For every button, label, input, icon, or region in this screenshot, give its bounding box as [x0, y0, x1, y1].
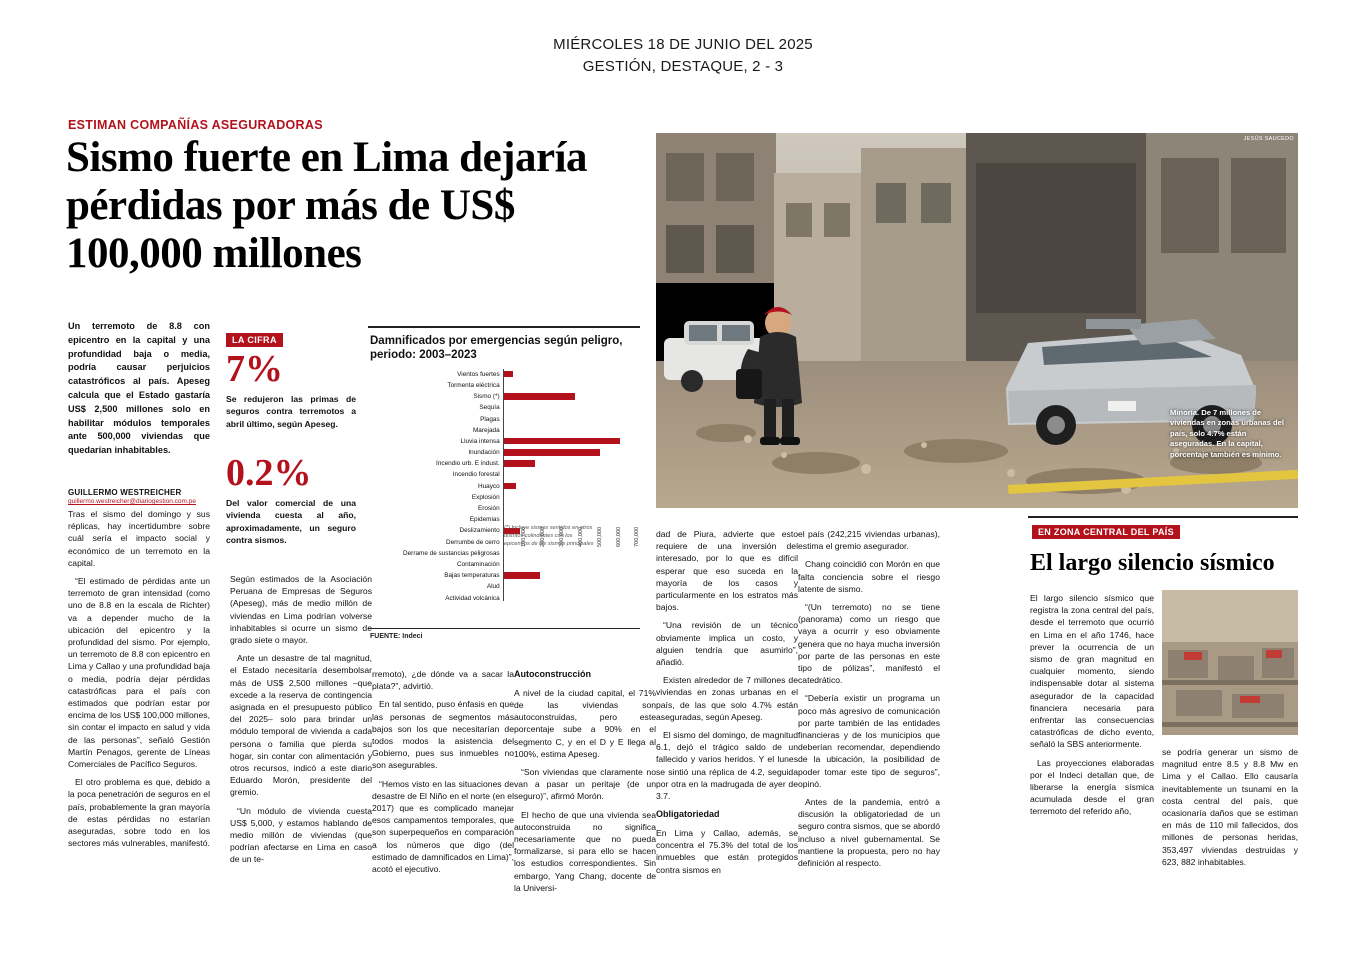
chart-bar-row	[368, 402, 640, 413]
chart-bar-row	[368, 593, 640, 604]
chart-category-label: Plagas	[480, 415, 500, 423]
chart-category-label: Marejada	[472, 426, 500, 434]
chart-category-label: Tormenta eléctrica	[447, 381, 500, 389]
chart-x-tick-label: 400,000	[577, 526, 584, 547]
body-column-6	[798, 528, 940, 875]
chart-plot-area	[368, 369, 640, 601]
body-column-2	[230, 573, 372, 872]
paragraph: “Son viviendas que claramente no van a pasar un peritaje (de un seguro)”, afirmó Morón.	[514, 766, 656, 802]
secondary-divider	[1028, 516, 1298, 518]
main-photo	[656, 133, 1298, 508]
author-name: GUILLERMO WESTREICHER	[68, 488, 182, 497]
paragraph: En tal sentido, puso énfasis en que las personas de segmentos más bajos son los que necesitarían de todos modos la asistencia del Gobierno, pues sus inmuebles no son asegurables.	[372, 699, 514, 771]
chart-bar-row	[368, 469, 640, 480]
chart-bar-row	[368, 380, 640, 391]
secondary-title: El largo silencio sísmico	[1030, 550, 1275, 576]
chart-category-label: Vientos fuertes	[457, 370, 500, 378]
secondary-photo	[1162, 590, 1298, 735]
chart-category-label: Derrame de sustancias peligrosas	[403, 549, 500, 557]
paragraph: A nivel de la ciudad capital, el 71% de las viviendas son autoconstruidas, pero este porcentaje sube a 90% en el segmento C, y en el D y E llega al 100%, estima Apeseg.	[514, 687, 656, 759]
paragraph: El largo silencio sísmico que registra la zona central del país, desde el terremoto que ocurrió en Lima en el año 1746, hace prever la ocurrencia de un sismo de gran magnitud en cualquier momento, siendo indispensable dotar al sistema asegurador de la capacidad financiera necesaria para enfrentar las consecuencias catastróficas de dicho evento, señaló la SBS anteriormente.	[1030, 593, 1154, 750]
chart-bar-row	[368, 447, 640, 458]
body-column-4	[514, 668, 656, 900]
chart-bar-row	[368, 436, 640, 447]
chart-bar-row	[368, 492, 640, 503]
paragraph: el país (242,215 viviendas urbanas), estima el gremio asegurador.	[798, 529, 940, 552]
article-lead: Un terremoto de 8.8 con epicentro en la capital y una profundidad baja o media, podría causar perjuicios catastróficos al país. Apeseg calcula que el Estado gastaría US$ 2,500 millones solo en habilitar módulos temporales ante 500,000 viviendas que quedarían inhabitables.	[68, 321, 210, 456]
chart-bar-row	[368, 369, 640, 380]
paragraph: “El estimado de pérdidas ante un terremoto de gran intensidad (como uno de 8.8 en la escala de Richter) va a depender mucho de la ubicación del epicentro y la profundidad del sismo. Por ejemplo, un terremoto de 8.8 con epicentro en Lima y Callao y una profundidad baja o media, podría dejar pérdidas catastróficas para el país con estimados que podrían estar por encima de los US$ 100,000 millones, sin contar el impacto en salud y vida de las personas”, señaló Gestión Martín Penagos, gerente de Líneas Comerciales de Pacífico Seguros.	[68, 576, 210, 770]
paragraph: Ante un desastre de tal magnitud, el Estado necesitaría desembolsar más de US$ 2,500 millones –que excede a la reserva de contingencia asignada en el presupuesto público del 2025– solo para brindar un módulo temporal de vivienda a cada persona o familia que pierda su hogar, sin contar con alimentación y otros recursos, indicó a este diario Eduardo Morón, presidente del gremio.	[230, 653, 372, 798]
chart-bar	[503, 483, 516, 489]
chart-bar-row	[368, 391, 640, 402]
paragraph: “(Un terremoto) no se tiene (panorama) como un riesgo que vaya a ocurrir y eso obviamente genera que no haya mucha inversión por parte de las personas en este tipo de pólizas”, manifestó el catedrático.	[798, 602, 940, 686]
paragraph: Chang coincidió con Morón en que falta conciencia sobre el riesgo latente de sismo.	[798, 559, 940, 594]
paragraph: “Una revisión de un técnico obviamente implica un costo, y alguien tendría que asumirlo”, añadió.	[656, 620, 798, 668]
chart-bar-row	[368, 414, 640, 425]
paragraph: El hecho de que una vivienda sea autoconstruida no significa necesariamente que no pueda formalizarse, si para ello se hacen los estudios correspondientes. Sin embargo, Yang Chang, docente de la Universi-	[514, 809, 656, 893]
byline	[68, 488, 213, 505]
chart-bar-row	[368, 458, 640, 469]
chart-x-tick-label: 100,000	[521, 526, 528, 547]
paragraph: Antes de la pandemia, entró a discusión la obligatoriedad de un seguro contra sismos, que se abordó incluso a nivel gubernamental. Se mantiene la propuesta, pero no hay definición al respecto.	[798, 797, 940, 869]
body-column-5	[656, 528, 798, 882]
chart-category-label: Sequía	[479, 404, 500, 412]
secondary-photo-illustration	[1162, 590, 1298, 735]
chart-x-tick-label: 200,000	[540, 526, 547, 547]
chart-title: Damnificados por emergencias según peligro, periodo: 2003–2023	[370, 335, 623, 362]
chart-category-label: Lluvia intensa	[460, 437, 500, 445]
chart-bar	[503, 460, 536, 466]
photo-credit: JESÚS SAUCEDO	[1243, 136, 1294, 142]
chart-category-label: Erosión	[477, 505, 500, 512]
article-kicker: ESTIMAN COMPAÑÍAS ASEGURADORAS	[68, 118, 323, 132]
chart-category-label: Epidemias	[469, 516, 500, 524]
chart-bar	[503, 393, 576, 399]
secondary-kicker: EN ZONA CENTRAL DEL PAÍS	[1032, 525, 1180, 539]
chart-category-label: Actividad volcánica	[445, 594, 500, 602]
chart-damnificados	[368, 326, 641, 640]
chart-category-label: Inundación	[468, 449, 500, 457]
chart-footnote: (*) Incluye sismos sentidos en otros distritos colindantes con los epicentros de los sismos principales	[504, 525, 594, 548]
chart-bar-row	[368, 481, 640, 492]
chart-bar	[503, 449, 600, 455]
chart-category-label: Incendio forestal	[452, 471, 500, 479]
chart-x-tick-label: 500,000	[596, 526, 603, 547]
chart-bar-row	[368, 581, 640, 592]
figure-value-2: 0.2%	[226, 452, 312, 494]
chart-category-label: Alud	[486, 583, 500, 591]
body-column-1	[68, 508, 210, 855]
masthead-date: MIÉRCOLES 18 DE JUNIO DEL 2025	[553, 36, 813, 53]
author-email-link[interactable]: guillermo.westreicher@diariogestion.com.pe	[68, 498, 196, 505]
paragraph: se podría generar un sismo de magnitud entre 8.5 y 8.8 Mw en Lima y el Callao. Ello causaría inevitablemente un tsunami en la costa central del país, que ocasionaría daños que se estiman en más de 110 mil fallecidos, dos millones de personas heridas, 353,497 viviendas destruidas y 623, 882 inhabitables.	[1162, 747, 1298, 867]
chart-category-label: Incendio urb. E indust.	[436, 460, 500, 468]
chart-category-label: Deslizamiento	[459, 527, 500, 535]
masthead-section: GESTIÓN, DESTAQUE, 2 - 3	[582, 57, 784, 75]
figure-box-label: LA CIFRA	[226, 333, 283, 347]
chart-x-tick-label: 300,000	[559, 526, 566, 547]
masthead	[0, 34, 1366, 78]
paragraph: En Lima y Callao, además, se concentra el 75.3% del total de los inmuebles que están protegidos contra sismos en	[656, 828, 798, 875]
paragraph: dad de Piura, advierte que esto requiere de una inversión del interesado, por lo que es difícil esperar que eso suceda en la mayoría de los casos y particularmente en los estratos más bajos.	[656, 529, 798, 613]
chart-x-tick-label: 600,000	[615, 526, 622, 547]
paragraph: “Hemos visto en las situaciones de desastre de El Niño en el norte (en el 2017) que es complicado manejar esos campamentos temporales, que son superpequeños en comparación a los números que digo (del estimado de damnificados en Lima)”, acotó el ejecutivo.	[372, 778, 514, 875]
body-column-3	[372, 668, 514, 881]
paragraph: “Un módulo de vivienda cuesta US$ 5,000, y estamos hablando de medio millón de viviendas (que podrían afectarse en Lima en caso de un te-	[230, 805, 372, 865]
chart-category-label: Huayco	[477, 482, 500, 490]
photo-caption: Minoría. De 7 millones de viviendas en zonas urbanas del país, solo 4.7% están aseguradas. En la capital, porcentaje también es mínimo.	[1170, 407, 1284, 459]
paragraph: Tras el sismo del domingo y sus réplicas, hay incertidumbre sobre cuál sería el impacto social y económico de un terremoto en la capital.	[68, 509, 210, 568]
page-title: Sismo fuerte en Lima dejaría pérdidas por más de US$ 100,000 millones	[66, 134, 588, 278]
section-subheading: Autoconstrucción	[514, 669, 592, 679]
chart-category-label: Bajas temperaturas	[444, 572, 500, 580]
chart-bar	[503, 371, 513, 377]
figure-text-2: Del valor comercial de una vivienda cuesta al año, aproximadamente, un seguro contra sismos.	[226, 497, 356, 546]
chart-bar	[503, 438, 620, 444]
chart-category-label: Explosión	[471, 493, 500, 501]
chart-category-label: Contaminación	[457, 560, 500, 568]
paragraph: “Debería existir un programa un poco más agresivo de comunicación por parte también de las entidades financieras y de los municipios que deberían recomendar, dependiendo de la ubicación, la posibilidad de poder tomar este tipo de seguros”, opinó.	[798, 693, 940, 789]
chart-category-label: Derrumbe de cerro	[446, 538, 500, 546]
paragraph: El sismo del domingo, de magnitud 6.1, dejó el trágico saldo de un fallecido y varios heridos. Y el lunes se sintió una réplica de 4.2, seguida por otra en la madrugada de ayer de 3.7.	[656, 730, 798, 802]
chart-bar-row	[368, 503, 640, 514]
chart-category-label: Sismo (*)	[473, 393, 500, 401]
secondary-column-1	[1030, 592, 1154, 824]
figure-text-1: Se redujeron las primas de seguros contra terremotos a abril último, según Apeseg.	[226, 393, 356, 429]
paragraph: Según estimados de la Asociación Peruana de Empresas de Seguros (Apeseg), más de medio millón de viviendas en Lima podrían volverse inhabitables si ocurre un sismo de grado siete o mayor.	[230, 574, 372, 646]
chart-source: FUENTE: Indeci	[370, 633, 423, 640]
chart-bar-row	[368, 425, 640, 436]
figure-value-1: 7%	[226, 348, 283, 390]
chart-x-tick-label: 700,000	[634, 526, 641, 547]
paragraph: Existen alrededor de 7 millones de viviendas en zonas urbanas en el país, de las que solo 4.7% están aseguradas, según Apeseg.	[656, 675, 798, 722]
paragraph: El otro problema es que, debido a la poca penetración de seguros en el país, probablemente la gran mayoría de estas pérdidas no estarían aseguradas, sobre todo en los sectores más vulnerables, manifestó.	[68, 777, 210, 849]
paragraph: rremoto), ¿de dónde va a sacar la plata?”, advirtió.	[372, 669, 514, 692]
section-subheading: Obligatoriedad	[656, 809, 720, 820]
paragraph: Las proyecciones elaboradas por el Indeci detallan que, de liberarse la energía sísmica acumulada desde el gran terremoto del referido año,	[1030, 757, 1154, 817]
secondary-column-2	[1162, 746, 1298, 874]
